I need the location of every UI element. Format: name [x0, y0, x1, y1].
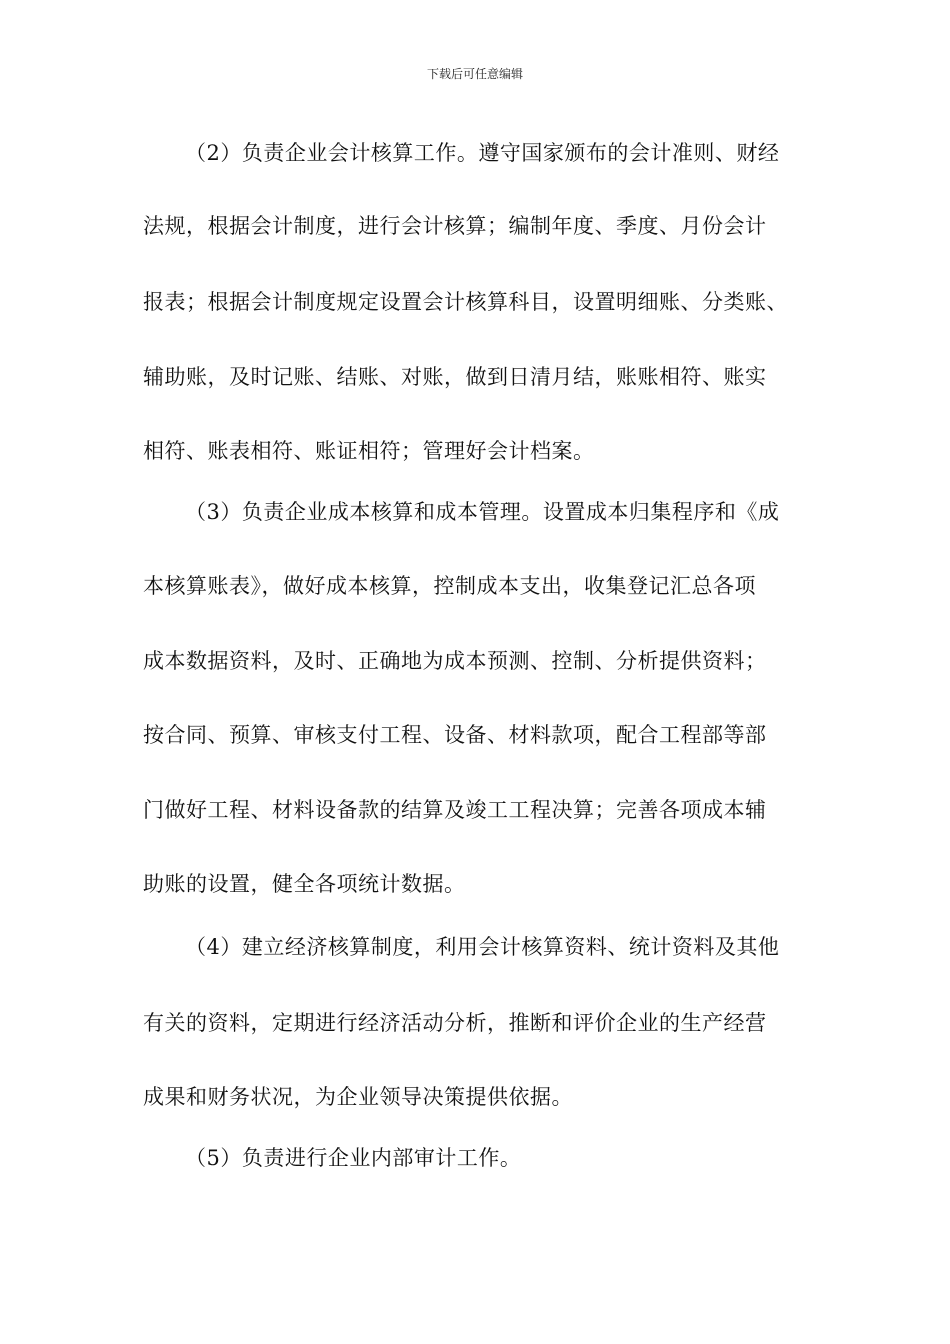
- paragraph-4-line-2: 有关的资料，定期进行经济活动分析，推断和评价企业的生产经营: [143, 1011, 767, 1035]
- paragraph-3-line-6: 助账的设置，健全各项统计数据。: [143, 872, 466, 896]
- paragraph-5-line-1: （5）负责进行企业内部审计工作。: [185, 1146, 522, 1170]
- paragraph-3-line-2: 本核算账表》，做好成本核算，控制成本支出，收集登记汇总各项: [143, 574, 756, 598]
- paragraph-2-line-1: （2）负责企业会计核算工作。遵守国家颁布的会计准则、财经: [185, 141, 780, 165]
- paragraph-2-line-5: 相符、账表相符、账证相符；管理好会计档案。: [143, 439, 595, 463]
- paragraph-2-line-3: 报表；根据会计制度规定设置会计核算科目，设置明细账、分类账、: [143, 290, 788, 314]
- paragraph-2-line-4: 辅助账，及时记账、结账、对账，做到日清月结，账账相符、账实: [143, 365, 767, 389]
- paragraph-4-line-1: （4）建立经济核算制度，利用会计核算资料、统计资料及其他: [185, 935, 780, 959]
- page-header: 下载后可任意编辑: [426, 67, 523, 81]
- paragraph-3-line-5: 门做好工程、材料设备款的结算及竣工工程决算；完善各项成本辅: [143, 798, 767, 822]
- paragraph-3-line-3: 成本数据资料，及时、正确地为成本预测、控制、分析提供资料；: [143, 649, 767, 673]
- paragraph-3-line-1: （3）负责企业成本核算和成本管理。设置成本归集程序和《成: [185, 500, 780, 524]
- paragraph-4-line-3: 成果和财务状况，为企业领导决策提供依据。: [143, 1085, 573, 1109]
- paragraph-3-line-4: 按合同、预算、审核支付工程、设备、材料款项，配合工程部等部: [143, 723, 767, 747]
- paragraph-2-line-2: 法规，根据会计制度，进行会计核算；编制年度、季度、月份会计: [143, 214, 767, 238]
